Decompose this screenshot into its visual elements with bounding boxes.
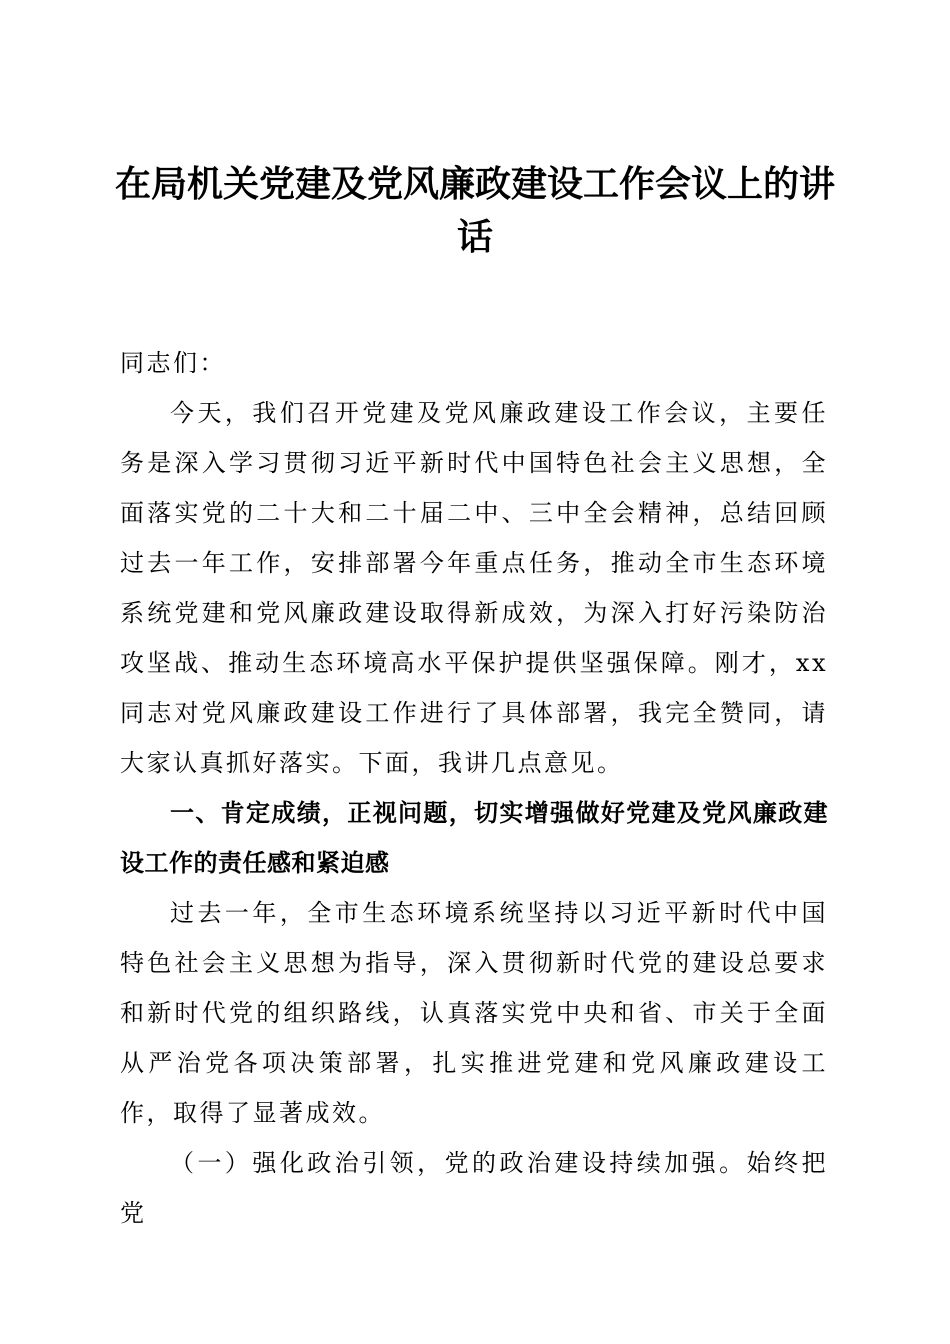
section-heading: 一、肯定成绩，正视问题，切实增强做好党建及党风廉政建设工作的责任感和紧迫感 bbox=[120, 799, 828, 877]
intro-paragraph: 今天，我们召开党建及党风廉政建设工作会议，主要任务是深入学习贯彻习近平新时代中国特色社会主义思想，全面落实党的二十大和二十届二中、三中全会精神，总结回顾过去一年工作，安排部署今年重点任务，推动全市生态环境系统党建和党风廉政建设取得新成效，为深入打好污染防治攻坚战、推动生态环境高水平保护提供坚强保障。刚才，xx同志对党风廉政建设工作进行了具体部署，我完全赞同，请大家认真抓好落实。下面，我讲几点意见。 bbox=[120, 399, 828, 777]
subsection-paragraph: （一）强化政治引领，党的政治建设持续加强。始终把党 bbox=[120, 1149, 828, 1227]
salutation: 同志们： bbox=[120, 349, 226, 377]
section-paragraph: 过去一年，全市生态环境系统坚持以习近平新时代中国特色社会主义思想为指导，深入贯彻新时代党的建设总要求和新时代党的组织路线，认真落实党中央和省、市关于全面从严治党各项决策部署，扎实推进党建和党风廉政建设工作，取得了显著成效。 bbox=[120, 899, 828, 1127]
document-body bbox=[120, 338, 828, 1238]
document-title: 在局机关党建及党风廉政建设工作会议上的讲话 bbox=[114, 163, 835, 258]
